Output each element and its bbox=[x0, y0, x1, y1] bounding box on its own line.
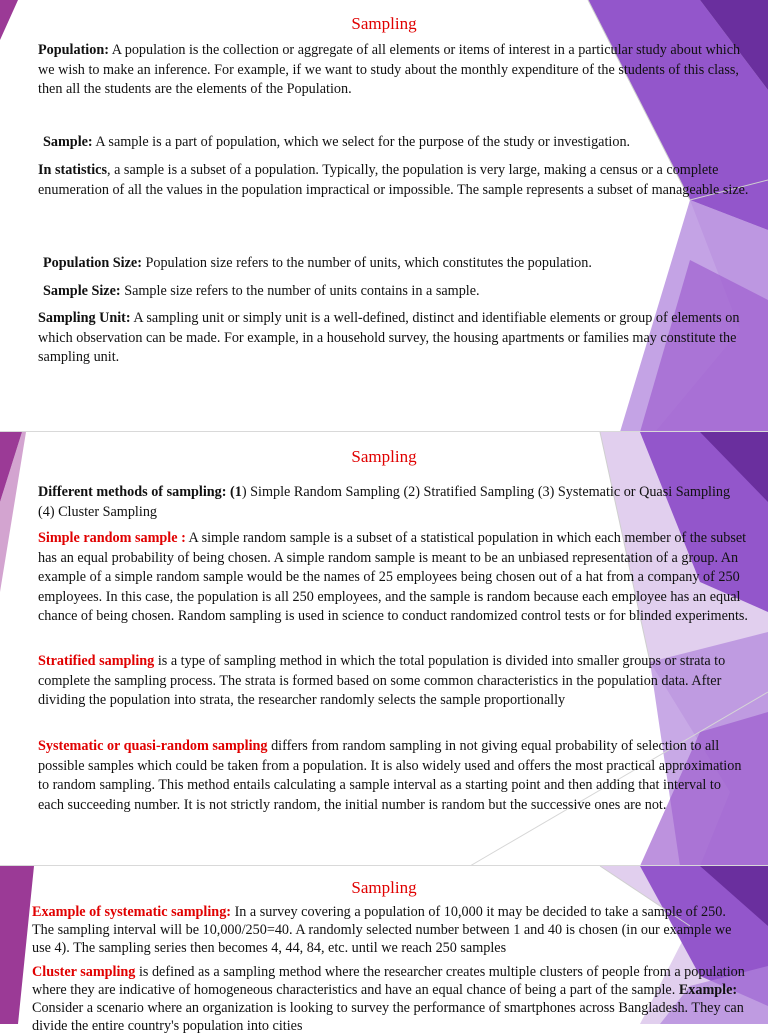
slide-3 bbox=[0, 866, 768, 1034]
methods-text: ) Simple Random Sampling (2) Stratified Sampling (3) Systematic or Quasi Sampling (4) Cluster Sampling bbox=[38, 484, 731, 520]
population-size-paragraph bbox=[43, 254, 743, 274]
methods-number: (1 bbox=[226, 484, 242, 500]
sample-text: A sample is a part of population, which we select for the purpose of the study or investigation. bbox=[92, 134, 631, 150]
sample-size-label: Sample Size: bbox=[43, 283, 121, 299]
sampling-unit-paragraph bbox=[38, 309, 743, 368]
sampling-unit-text: A sampling unit or simply unit is a well-defined, distinct and identifiable elements or group of elements on which observation can be made. For example, in a household survey, the housing apartments or families may constitute the sampling unit. bbox=[38, 310, 740, 365]
systematic-example-paragraph bbox=[32, 903, 748, 957]
simple-random-text: A simple random sample is a subset of a statistical population in which each member of the subset has an equal probability of being chosen. A simple random sample is meant to be an unbiased representation of a group. An example of a simple random sample would be the names of 25 employees being chosen out of a hat from a company of 250 employees. In this case, the population is all 250 employees, and the sample is random because each employee has an equal chance of being chosen. Random sampling is used in science to conduct randomized control tests or for blinded experiments. bbox=[38, 530, 748, 624]
population-paragraph bbox=[38, 41, 750, 100]
cluster-example-text: Consider a scenario where an organization is looking to survey the performance of smartphones across Bangladesh. They can divide the entire country's population into cities bbox=[32, 1000, 744, 1034]
sampling-unit-label: Sampling Unit: bbox=[38, 310, 131, 326]
sample-size-text: Sample size refers to the number of units contains in a sample. bbox=[120, 283, 480, 299]
population-label: Population: bbox=[38, 42, 109, 58]
slide-title: Sampling bbox=[351, 878, 417, 897]
simple-random-label: Simple random sample : bbox=[38, 530, 186, 546]
stratified-label: Stratified sampling bbox=[38, 653, 155, 669]
systematic-example-label: Example of systematic sampling: bbox=[32, 904, 232, 920]
cluster-paragraph bbox=[32, 963, 748, 1035]
sample-paragraph bbox=[43, 133, 743, 153]
in-statistics-paragraph bbox=[38, 161, 750, 200]
in-statistics-label: In statistics bbox=[38, 162, 107, 178]
methods-paragraph bbox=[38, 483, 750, 522]
cluster-example-label: Example: bbox=[678, 982, 738, 998]
sample-size-paragraph bbox=[43, 282, 743, 302]
systematic-example-text: In a survey covering a population of 10,000 it may be decided to take a sample of 250. The sampling interval will be 10,000/250=40. A randomly selected number between 1 and 40 is chosen (in our example we use 4). The sampling series then becomes 4, 44, 84, etc. until we reach 250 samples bbox=[32, 904, 732, 956]
slide-2 bbox=[0, 432, 768, 866]
simple-random-paragraph bbox=[38, 529, 750, 627]
systematic-label: Systematic or quasi-random sampling bbox=[38, 738, 268, 754]
stratified-paragraph bbox=[38, 652, 750, 711]
slide-1 bbox=[0, 0, 768, 432]
population-size-label: Population Size: bbox=[43, 255, 142, 271]
methods-label: Different methods of sampling: bbox=[38, 484, 227, 500]
slide-title: Sampling bbox=[351, 14, 417, 33]
stratified-text: is a type of sampling method in which the total population is divided into smaller groups or strata to complete the sampling process. The strata is formed based on some common characteristics in the population data. After dividing the population into strata, the researcher randomly selects the sample proportionally bbox=[38, 653, 726, 708]
systematic-paragraph bbox=[38, 737, 750, 815]
cluster-text: is defined as a sampling method where the researcher creates multiple clusters of people from a population where they are indicative of homogeneous characteristics and have an equal chance of being a part of the sample. bbox=[32, 964, 745, 998]
population-size-text: Population size refers to the number of units, which constitutes the population. bbox=[141, 255, 592, 271]
population-text: A population is the collection or aggregate of all elements or items of interest in a particular study about which we wish to make an inference. For example, if we want to study about the monthly expenditure of the students of this class, then all the students are the elements of the Population. bbox=[38, 42, 741, 97]
sample-label: Sample: bbox=[43, 134, 93, 150]
cluster-label: Cluster sampling bbox=[32, 964, 136, 980]
systematic-text: differs from random sampling in not giving equal probability of selection to all possible samples which could be taken from a population. It is also widely used and offers the most practical approximation to random sampling. This method entails calculating a sample interval as a starting point and then adding that interval to each succeeding number. It is not strictly random, the initial number is random but the successive ones are not. bbox=[38, 738, 742, 813]
in-statistics-text: , a sample is a subset of a population. Typically, the population is very large, making a census or a complete enumeration of all the values in the population impractical or impossible. The sample represents a subset of manageable size. bbox=[38, 162, 749, 198]
slide-title: Sampling bbox=[351, 447, 417, 466]
